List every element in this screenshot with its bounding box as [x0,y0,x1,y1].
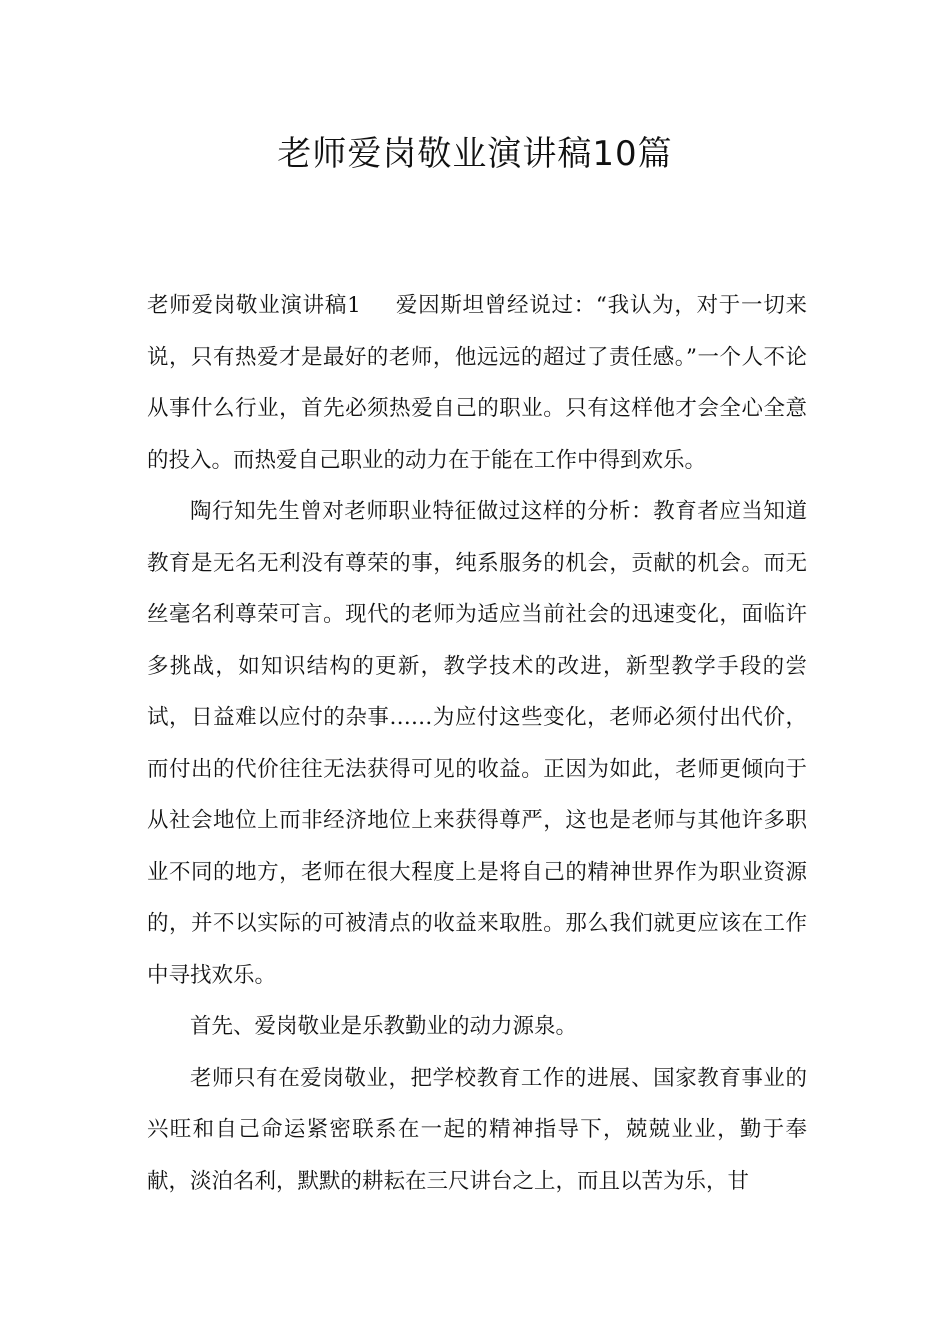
paragraph-1 [147,280,807,486]
document-title: 老师爱岗敬业演讲稿10篇 [277,134,673,174]
section-heading: 老师爱岗敬业演讲稿1 [147,293,361,318]
paragraph-2: 陶行知先生曾对老师职业特征做过这样的分析：教育者应当知道教育是无名无利没有尊荣的事，纯系服务的机会，贡献的机会。而无丝毫名利尊荣可言。现代的老师为适应当前社会的迅速变化，面临许多挑战，如知识结构的更新，教学技术的改进，新型教学手段的尝试，日益难以应付的杂事……为应付这些变化，老师必须付出代价，而付出的代价往往无法获得可见的收益。正因为如此，老师更倾向于从社会地位上而非经济地位上来获得尊严，这也是老师与其他许多职业不同的地方，老师在很大程度上是将自己的精神世界作为职业资源的，并不以实际的可被清点的收益来取胜。那么我们就更应该在工作中寻找欢乐。 [147,499,807,988]
paragraph-1-text: 爱因斯坦曾经说过：“我认为，对于一切来说，只有热爱才是最好的老师，他远远的超过了责任感。”一个人不论从事什么行业，首先必须热爱自己的职业。只有这样他才会全心全意的投入。而热爱自己职业的动力在于能在工作中得到欢乐。 [147,293,807,473]
paragraph-4: 老师只有在爱岗敬业，把学校教育工作的进展、国家教育事业的兴旺和自己命运紧密联系在一起的精神指导下，兢兢业业，勤于奉献，淡泊名利，默默的耕耘在三尺讲台之上，而且以苦为乐，甘 [147,1065,807,1194]
document-body [147,280,807,1207]
paragraph-3: 首先、爱岗敬业是乐教勤业的动力源泉。 [190,1014,578,1039]
